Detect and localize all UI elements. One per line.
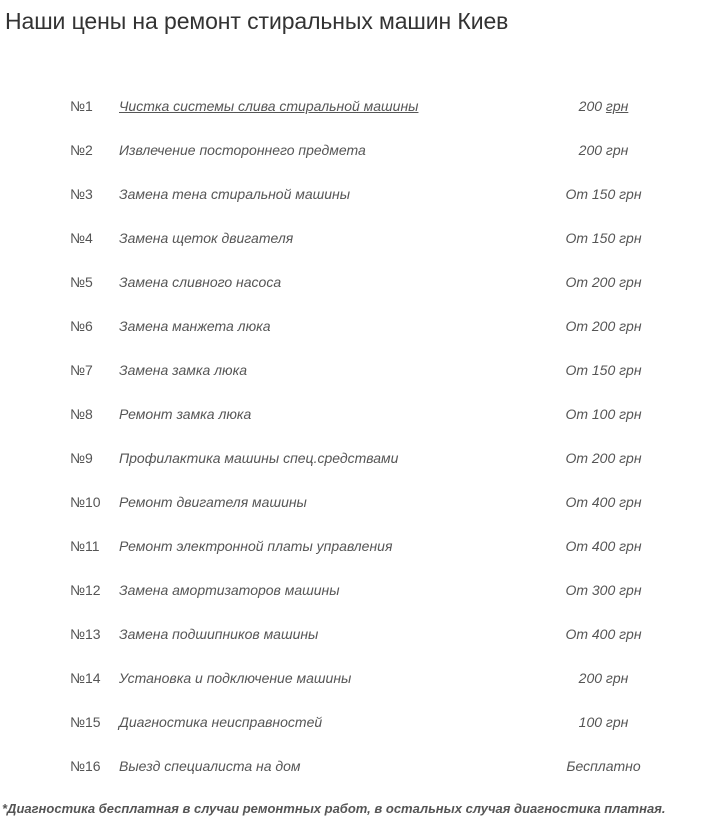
service-name: Ремонт двигателя машины bbox=[119, 494, 307, 510]
price-cell: 200 грн bbox=[578, 142, 629, 158]
service-name: Замена замка люка bbox=[119, 362, 247, 378]
price-cell: От 150 грн bbox=[565, 230, 642, 246]
row-number: №6 bbox=[70, 318, 93, 334]
row-number: №15 bbox=[70, 714, 101, 730]
price-cell: От 400 грн bbox=[565, 538, 642, 554]
table-row bbox=[0, 568, 721, 612]
service-name: Профилактика машины спец.средствами bbox=[119, 450, 399, 466]
row-number: №16 bbox=[70, 758, 101, 774]
price-cell: От 400 грн bbox=[565, 626, 642, 642]
service-name: Замена тена стиральной машины bbox=[119, 186, 351, 202]
price-cell: От 100 грн bbox=[565, 406, 642, 422]
table-row bbox=[0, 612, 721, 656]
service-name: Ремонт электронной платы управления bbox=[119, 538, 393, 554]
table-row bbox=[0, 84, 721, 128]
price-cell: От 400 грн bbox=[565, 494, 642, 510]
row-number: №13 bbox=[70, 626, 101, 642]
row-number: №9 bbox=[70, 450, 93, 466]
table-row bbox=[0, 304, 721, 348]
page-title: Наши цены на ремонт стиральных машин Киев bbox=[5, 8, 509, 34]
price-cell: 200 грн bbox=[578, 670, 629, 686]
table-row bbox=[0, 172, 721, 216]
service-name: Замена щеток двигателя bbox=[119, 230, 294, 246]
service-name: Диагностика неисправностей bbox=[119, 714, 323, 730]
service-name: Выезд специалиста на дом bbox=[119, 758, 301, 774]
price-cell: От 200 грн bbox=[565, 274, 642, 290]
table-row bbox=[0, 480, 721, 524]
table-row bbox=[0, 524, 721, 568]
price-cell bbox=[545, 84, 662, 128]
price-cell: От 150 грн bbox=[565, 186, 642, 202]
price-table bbox=[0, 84, 721, 788]
row-number: №14 bbox=[70, 670, 101, 686]
service-name: Установка и подключение машины bbox=[119, 670, 352, 686]
service-name: Замена подшипников машины bbox=[119, 626, 319, 642]
row-number: №7 bbox=[70, 362, 93, 378]
row-number: №4 bbox=[70, 230, 93, 246]
service-link[interactable]: Чистка системы слива стиральной машины bbox=[119, 98, 419, 114]
table-row bbox=[0, 216, 721, 260]
table-row bbox=[0, 744, 721, 788]
price-cell: От 300 грн bbox=[565, 582, 642, 598]
table-row bbox=[0, 348, 721, 392]
row-number: №5 bbox=[70, 274, 93, 290]
row-number: №2 bbox=[70, 142, 93, 158]
table-row bbox=[0, 392, 721, 436]
table-row bbox=[0, 128, 721, 172]
row-number: №3 bbox=[70, 186, 93, 202]
row-number: №12 bbox=[70, 582, 101, 598]
price-cell: От 200 грн bbox=[565, 450, 642, 466]
service-name: Извлечение постороннего предмета bbox=[119, 142, 366, 158]
service-name: Замена сливного насоса bbox=[119, 274, 282, 290]
price-currency-link[interactable]: грн bbox=[605, 98, 629, 114]
price-cell: Бесплатно bbox=[566, 758, 641, 774]
footnote: *Диагностика бесплатная в случаи ремонтных работ, в остальных случая диагностика платная. bbox=[2, 801, 666, 816]
row-number: №10 bbox=[70, 494, 101, 510]
price-cell: От 150 грн bbox=[565, 362, 642, 378]
table-row bbox=[0, 700, 721, 744]
price-cell: От 200 грн bbox=[565, 318, 642, 334]
price-cell: 100 грн bbox=[578, 714, 629, 730]
row-number: №8 bbox=[70, 406, 93, 422]
row-number: №1 bbox=[70, 98, 93, 114]
service-name: Ремонт замка люка bbox=[119, 406, 252, 422]
table-row bbox=[0, 436, 721, 480]
service-name: Замена манжета люка bbox=[119, 318, 271, 334]
service-name: Замена амортизаторов машины bbox=[119, 582, 340, 598]
row-number: №11 bbox=[70, 538, 100, 554]
table-row bbox=[0, 656, 721, 700]
price-value: 200 bbox=[578, 98, 606, 114]
table-row bbox=[0, 260, 721, 304]
